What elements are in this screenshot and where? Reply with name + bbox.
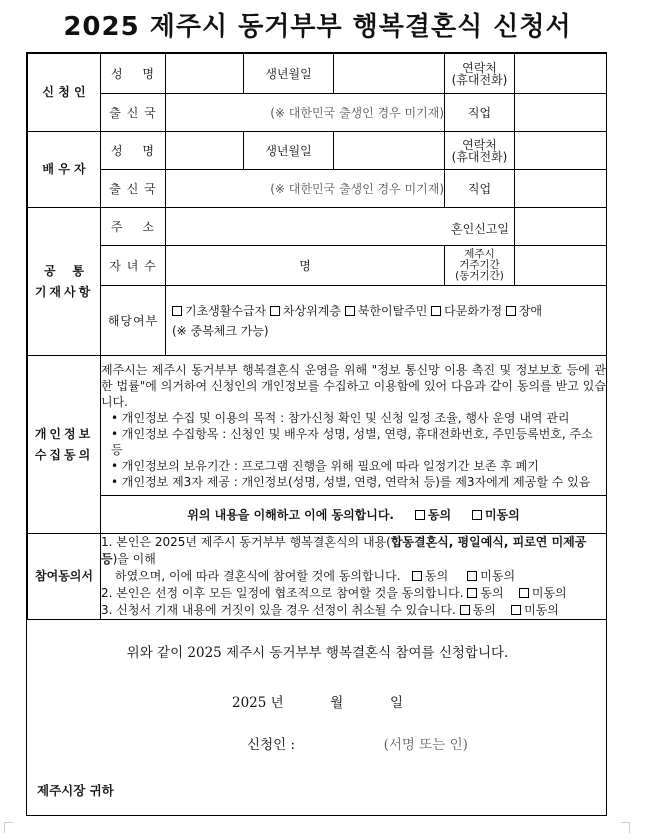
eligibility-note: (※ 중복체크 가능) — [172, 323, 269, 338]
checkbox-icon — [345, 306, 355, 316]
eligibility-options-row — [172, 301, 600, 321]
spouse-name-field[interactable] — [166, 132, 244, 170]
applicant-nationality-label: 출 신 국 — [101, 94, 166, 132]
privacy-agree-option[interactable]: 동의 — [415, 508, 451, 522]
participation-1-agree[interactable]: 동의 — [412, 569, 448, 583]
participation-3-agree[interactable]: 동의 — [460, 603, 496, 617]
privacy-disagree-option[interactable]: 미동의 — [472, 508, 520, 522]
date-day: 일 — [389, 695, 403, 711]
applicant-contact-field[interactable] — [515, 54, 607, 94]
eligibility-option[interactable]: 북한이탈주민 — [345, 304, 428, 318]
spouse-birth-field[interactable] — [334, 132, 445, 170]
checkbox-icon — [412, 571, 422, 581]
page-corner-mark — [621, 822, 630, 833]
spouse-contact-field[interactable] — [515, 132, 607, 170]
application-date — [27, 691, 608, 711]
privacy-list — [101, 410, 606, 490]
checkbox-icon — [506, 306, 516, 316]
form-grid — [27, 53, 607, 620]
applicant-job-label: 직업 — [445, 94, 515, 132]
residence-label: 제주시 거주기간 (동거기간) — [445, 246, 515, 286]
page-corner-mark — [4, 822, 13, 833]
participation-item-3: 3. 신청서 기재 내용에 거짓이 있을 경우 선정이 취소될 수 있습니다. 동의 미동의 — [101, 603, 559, 617]
residence-field[interactable] — [515, 246, 607, 286]
privacy-agree-row — [101, 496, 607, 534]
privacy-item: • 개인정보 제3자 제공 : 개인정보(성명, 성별, 연령, 연락처 등)를 제3자에게 제공할 수 있음 — [111, 474, 606, 490]
participation-1-disagree[interactable]: 미동의 — [467, 569, 515, 583]
common-section-label — [28, 208, 101, 356]
eligibility-option[interactable]: 차상위계층 — [270, 304, 341, 318]
spouse-birth-label: 생년월일 — [244, 132, 334, 170]
checkbox-icon — [270, 306, 280, 316]
applicant-name-label: 성 명 — [101, 54, 166, 94]
date-month: 월 — [330, 695, 344, 711]
date-year: 2025 년 — [232, 695, 284, 711]
participation-3-disagree[interactable]: 미동의 — [511, 603, 559, 617]
applicant-signature-line — [27, 733, 648, 753]
privacy-content — [101, 356, 607, 496]
privacy-item: • 개인정보 수집 및 이용의 목적 : 참가신청 확인 및 신청 일정 조율, 행사 운영 내역 관리 — [111, 410, 606, 426]
spouse-nationality-field[interactable] — [166, 170, 445, 208]
marriage-report-cell — [451, 208, 607, 246]
common-section-line2: 기재사항 — [34, 284, 94, 299]
applicant-signature-label: 신청인 : — [247, 737, 296, 753]
checkbox-icon — [519, 588, 529, 598]
application-statement: 위와 같이 2025 제주시 동거부부 행복결혼식 참여를 신청합니다. — [126, 645, 509, 661]
document-title: 2025 제주시 동거부부 행복결혼식 신청서 — [63, 12, 572, 42]
children-unit: 명 — [299, 259, 311, 273]
participation-item-1: 1. 본인은 2025년 제주시 동거부부 행복결혼식의 내용(합동결혼식, 평일예식, 피로연 미제공 등)을 이해 — [101, 535, 587, 566]
spouse-nationality-label: 출 신 국 — [101, 170, 166, 208]
address-label: 주 소 — [101, 208, 166, 246]
application-form — [26, 52, 607, 816]
common-section-line1: 공 통 — [44, 263, 84, 278]
signature-placeholder[interactable]: (서명 또는 인) — [383, 737, 468, 753]
checkbox-icon — [460, 605, 470, 615]
marriage-report-label: 혼인신고일 — [451, 222, 509, 236]
eligibility-option[interactable]: 다문화가정 — [431, 304, 502, 318]
applicant-birth-label: 생년월일 — [244, 54, 334, 94]
participation-content — [101, 534, 607, 620]
checkbox-icon — [511, 605, 521, 615]
participation-item-2: 2. 본인은 선정 이후 모든 일정에 협조적으로 참여할 것을 동의합니다. 동의 미동의 — [101, 586, 567, 600]
children-field[interactable] — [166, 246, 445, 286]
applicant-nationality-note: (※ 대한민국 출생인 경우 미기재) — [270, 106, 444, 120]
applicant-nationality-field[interactable] — [166, 94, 445, 132]
applicant-birth-field[interactable] — [334, 54, 445, 94]
checkbox-icon — [415, 510, 425, 520]
checkbox-icon — [431, 306, 441, 316]
participation-item-1-cont: 하였으며, 이에 따라 결혼식에 참여할 것에 동의합니다. 동의 미동의 — [115, 569, 516, 583]
privacy-section-line2: 수집동의 — [34, 447, 94, 462]
spouse-nationality-note: (※ 대한민국 출생인 경우 미기재) — [270, 182, 444, 196]
participation-2-agree[interactable]: 동의 — [467, 586, 503, 600]
checkbox-icon — [472, 510, 482, 520]
checkbox-icon — [467, 588, 477, 598]
privacy-item: • 개인정보의 보유기간 : 프로그램 진행을 위해 필요에 따라 일정기간 보존 후 폐기 — [111, 458, 606, 474]
applicant-contact-label: 연락처 (휴대전화) — [445, 54, 515, 94]
eligibility-option[interactable]: 장애 — [506, 304, 542, 318]
privacy-agree-text: 위의 내용을 이해하고 이에 동의합니다. — [187, 508, 394, 522]
spouse-name-label: 성 명 — [101, 132, 166, 170]
eligibility-option[interactable]: 기초생활수급자 — [172, 304, 266, 318]
spouse-section-label: 배 우 자 — [28, 132, 101, 208]
spouse-job-field[interactable] — [515, 170, 607, 208]
privacy-item: • 개인정보 수집항목 : 신청인 및 배우자 성명, 성별, 연령, 휴대전화번호, 주민등록번호, 주소 등 — [111, 426, 606, 458]
participation-2-disagree[interactable]: 미동의 — [519, 586, 567, 600]
privacy-section-line1: 개인정보 — [34, 426, 94, 441]
spouse-contact-label: 연락처 (휴대전화) — [445, 132, 515, 170]
addressee: 제주시장 귀하 — [37, 783, 114, 798]
eligibility-options — [166, 286, 607, 356]
applicant-job-field[interactable] — [515, 94, 607, 132]
applicant-name-field[interactable] — [166, 54, 244, 94]
eligibility-label: 해당여부 — [101, 286, 166, 356]
spouse-job-label: 직업 — [445, 170, 515, 208]
checkbox-icon — [172, 306, 182, 316]
children-label: 자 녀 수 — [101, 246, 166, 286]
participation-section-label: 참여동의서 — [28, 534, 101, 620]
privacy-intro: 제주시는 제주시 동거부부 행복결혼식 운영을 위해 "정보 통신망 이용 촉진 및 정보보호 등에 관한 법률"에 의거하여 신청인의 개인정보를 수집하고 이용함에 있어 다음과 같이 동의를 받고 있습니다. — [101, 362, 606, 409]
privacy-section-label — [28, 356, 101, 534]
checkbox-icon — [467, 571, 477, 581]
applicant-section-label: 신 청 인 — [28, 54, 101, 132]
